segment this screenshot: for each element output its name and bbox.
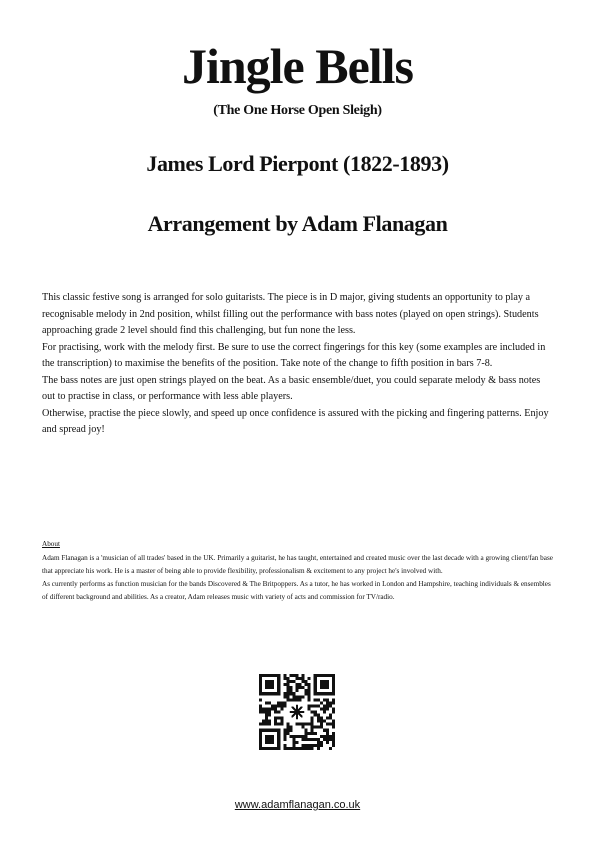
about-paragraph: As currently performs as function musician for the bands Discovered & The Britpoppers. As a tutor, he has worked in London and Hampshire, teaching individuals & ensembles of different background and abilities. As a creator, Adam releases music with variety of acts and commission for TV/radio. [42,580,551,601]
intro-paragraph: This classic festive song is arranged for solo guitarists. The piece is in D major, giving students an opportunity to play a recognisable melody in 2nd position, whilst filling out the performance with bass notes (played on open strings). Students approaching grade 2 level should find this challenging, but fun none the less. [42,292,539,336]
composer-line: James Lord Pierpont (1822-1893) [146,151,449,176]
website-link[interactable]: www.adamflanagan.co.uk [234,799,361,811]
intro-paragraph: The bass notes are just open strings played on the beat. As a basic ensemble/duet, you could separate melody & bass notes out to practise in class, or performance with less able players. [42,374,541,402]
intro-section [42,290,554,439]
page-title: Jingle Bells [181,38,414,94]
intro-paragraph: For practising, work with the melody first. Be sure to use the correct fingerings for this key (some examples are included in the transcription) to maximise the benefits of the position. Take note of the change to fifth position in bars 7-8. [42,341,546,369]
page-subtitle: (The One Horse Open Sleigh) [213,103,382,118]
arranger-line: Arrangement by Adam Flanagan [147,211,448,236]
about-paragraph: Adam Flanagan is a 'musician of all trades' based in the UK. Primarily a guitarist, he has taught, entertained and created music over the last decade with a growing client/fan base that appreciate his work. He is a master of being able to provide flexibility, professionalism & excitement to any project he's involved with. [42,554,553,575]
about-heading: About [42,540,60,548]
about-section [42,538,558,604]
intro-paragraph: Otherwise, practise the piece slowly, and speed up once confidence is assured with the picking and fingering patterns. Enjoy and spread joy! [42,407,549,435]
qr-code-icon[interactable] [259,674,335,750]
